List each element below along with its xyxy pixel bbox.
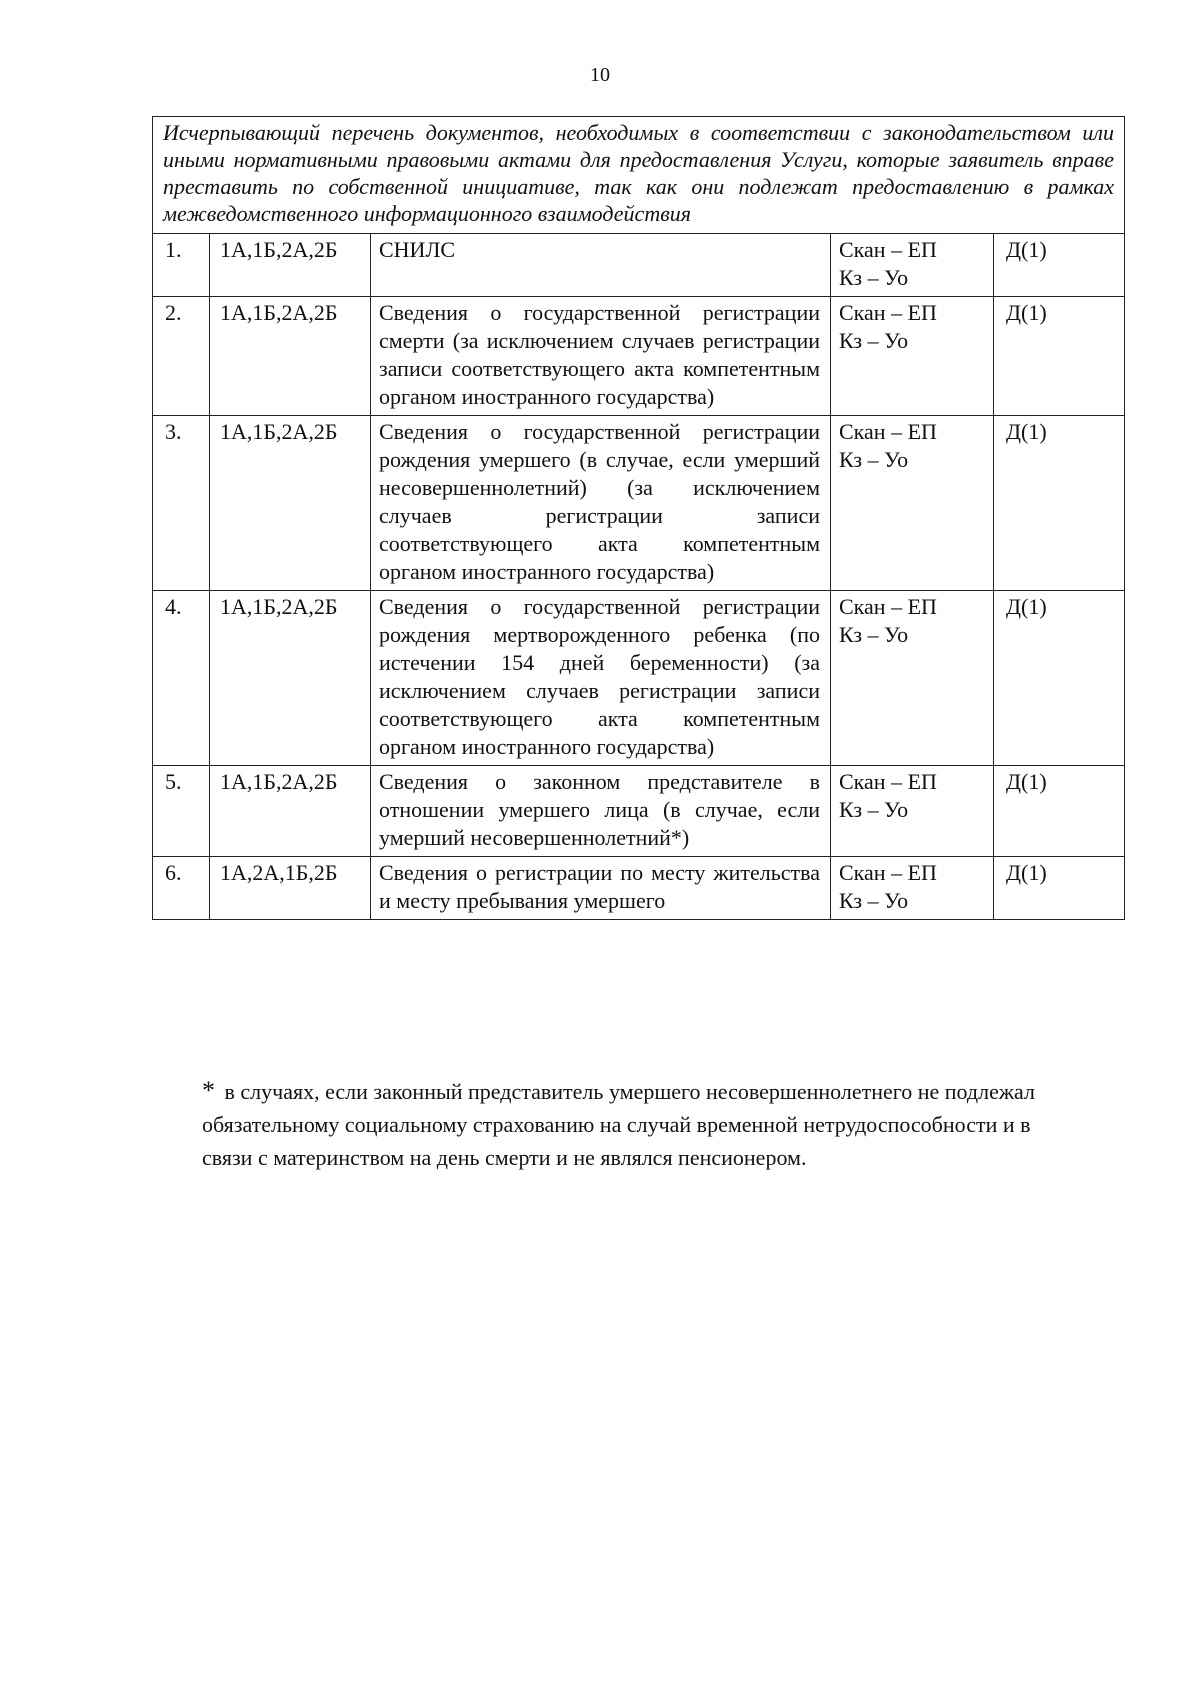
row-scan: Скан – ЕП [839, 419, 937, 444]
row-scan: Скан – ЕП [839, 594, 937, 619]
row-mark: Д(1) [994, 234, 1125, 297]
row-mark: Д(1) [994, 766, 1125, 857]
row-storage: Кз – Уо [839, 265, 909, 290]
row-number: 3. [153, 416, 210, 591]
row-description: СНИЛС [371, 234, 831, 297]
row-number: 2. [153, 297, 210, 416]
row-format [831, 766, 994, 857]
table-heading: Исчерпывающий перечень документов, необходимых в соответствии с законодательством или иными нормативными правовыми актами для предоставления Услуги, которые заявитель вправе преставить по собственной инициативе, так как они подлежат предоставлению в рамках межведомственного информационного взаимодействия [153, 117, 1125, 234]
row-description: Сведения о государственной регистрации смерти (за исключением случаев регистрации записи соответствующего акта компетентным органом иностранного государства) [371, 297, 831, 416]
row-codes: 1А,1Б,2А,2Б [210, 591, 371, 766]
row-mark: Д(1) [994, 416, 1125, 591]
table-heading-row [153, 117, 1125, 234]
row-storage: Кз – Уо [839, 447, 909, 472]
row-scan: Скан – ЕП [839, 769, 937, 794]
footnote-text: в случаях, если законный представитель умершего несовершеннолетнего не подлежал обязательному социальному страхованию на случай временной нетрудоспособности и в связи с материнством на день смерти и не являлся пенсионером. [202, 1079, 1035, 1170]
row-description: Сведения о регистрации по месту жительства и месту пребывания умершего [371, 857, 831, 920]
row-scan: Скан – ЕП [839, 237, 937, 262]
row-mark: Д(1) [994, 857, 1125, 920]
row-description: Сведения о законном представителе в отношении умершего лица (в случае, если умерший несовершеннолетний*) [371, 766, 831, 857]
documents-table [152, 116, 1125, 920]
table-row [153, 857, 1125, 920]
row-storage: Кз – Уо [839, 328, 909, 353]
table-row [153, 766, 1125, 857]
row-scan: Скан – ЕП [839, 300, 937, 325]
row-storage: Кз – Уо [839, 888, 909, 913]
row-storage: Кз – Уо [839, 622, 909, 647]
row-format [831, 416, 994, 591]
row-format [831, 591, 994, 766]
row-mark: Д(1) [994, 297, 1125, 416]
row-storage: Кз – Уо [839, 797, 909, 822]
page-number: 10 [590, 64, 610, 86]
row-description: Сведения о государственной регистрации рождения мертворожденного ребенка (по истечении 154 дней беременности) (за исключением случаев регистрации записи соответствующего акта компетентным органом иностранного государства) [371, 591, 831, 766]
row-number: 4. [153, 591, 210, 766]
row-format [831, 297, 994, 416]
footnote-marker: * [202, 1076, 215, 1105]
row-format [831, 857, 994, 920]
table-row [153, 297, 1125, 416]
row-number: 1. [153, 234, 210, 297]
row-codes: 1А,1Б,2А,2Б [210, 297, 371, 416]
row-number: 6. [153, 857, 210, 920]
row-description: Сведения о государственной регистрации рождения умершего (в случае, если умерший несовершеннолетний) (за исключением случаев регистрации записи соответствующего акта компетентным органом иностранного государства) [371, 416, 831, 591]
row-codes: 1А,1Б,2А,2Б [210, 416, 371, 591]
footnote [202, 1074, 1082, 1174]
row-codes: 1А,1Б,2А,2Б [210, 234, 371, 297]
row-number: 5. [153, 766, 210, 857]
table-row [153, 591, 1125, 766]
row-mark: Д(1) [994, 591, 1125, 766]
row-codes: 1А,1Б,2А,2Б [210, 766, 371, 857]
table-row [153, 234, 1125, 297]
row-codes: 1А,2А,1Б,2Б [210, 857, 371, 920]
table-row [153, 416, 1125, 591]
row-format [831, 234, 994, 297]
row-scan: Скан – ЕП [839, 860, 937, 885]
